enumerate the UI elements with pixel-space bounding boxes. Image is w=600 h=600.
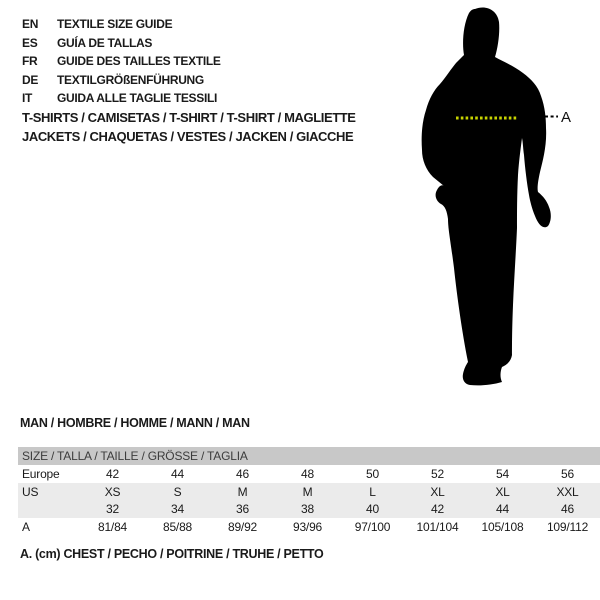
cell: 36 <box>210 500 275 518</box>
size-table-header-row <box>18 447 600 465</box>
cell: 85/88 <box>145 518 210 536</box>
language-list <box>22 15 221 108</box>
cell: 38 <box>275 500 340 518</box>
cell: 81/84 <box>80 518 145 536</box>
language-label: GUIDA ALLE TAGLIE TESSILI <box>57 91 218 106</box>
cell: XS <box>80 483 145 500</box>
cell: 44 <box>145 465 210 483</box>
cell: 52 <box>405 465 470 483</box>
cell: 46 <box>210 465 275 483</box>
cell: XL <box>470 483 535 500</box>
man-silhouette-figure <box>412 0 572 400</box>
cell: 32 <box>80 500 145 518</box>
cell: 54 <box>470 465 535 483</box>
row-label: Europe <box>18 465 80 483</box>
cell: 34 <box>145 500 210 518</box>
cell: 56 <box>535 465 600 483</box>
table-row-chest-a <box>18 518 600 536</box>
cell: 89/92 <box>210 518 275 536</box>
language-code: ES <box>22 35 38 50</box>
cell: S <box>145 483 210 500</box>
language-row-fr <box>22 52 221 71</box>
language-label: TEXTILGRÖßENFÜHRUNG <box>57 72 204 87</box>
cell: 42 <box>80 465 145 483</box>
table-row-us <box>18 483 600 500</box>
cell: 105/108 <box>470 518 535 536</box>
cell: 93/96 <box>275 518 340 536</box>
category-jackets: JACKETS / CHAQUETAS / VESTES / JACKEN / GIACCHE <box>22 129 354 144</box>
language-row-it <box>22 89 221 108</box>
section-title-man: MAN / HOMBRE / HOMME / MANN / MAN <box>20 416 250 430</box>
language-row-en <box>22 15 221 34</box>
cell: XXL <box>535 483 600 500</box>
category-tshirts: T-SHIRTS / CAMISETAS / T-SHIRT / T-SHIRT / MAGLIETTE <box>22 110 356 125</box>
cell: 42 <box>405 500 470 518</box>
language-code: IT <box>22 91 33 106</box>
cell: XL <box>405 483 470 500</box>
language-row-de <box>22 71 221 90</box>
chest-footnote: A. (cm) CHEST / PECHO / POITRINE / TRUHE / PETTO <box>20 547 324 561</box>
cell: L <box>340 483 405 500</box>
cell: 44 <box>470 500 535 518</box>
cell: 46 <box>535 500 600 518</box>
man-silhouette-shape <box>422 8 551 386</box>
cell: M <box>275 483 340 500</box>
man-silhouette-svg <box>412 0 572 400</box>
size-table-header: SIZE / TALLA / TAILLE / GRÖSSE / TAGLIA <box>18 447 600 465</box>
cell: M <box>210 483 275 500</box>
cell: 97/100 <box>340 518 405 536</box>
row-label: A <box>18 518 80 536</box>
cell: 40 <box>340 500 405 518</box>
row-label: US <box>18 483 80 500</box>
table-row-us-numeric <box>18 500 600 518</box>
category-list <box>22 108 356 146</box>
cell: 48 <box>275 465 340 483</box>
row-label <box>18 500 80 518</box>
table-row-europe <box>18 465 600 483</box>
language-code: EN <box>22 17 39 32</box>
cell: 101/104 <box>405 518 470 536</box>
language-row-es <box>22 34 221 53</box>
language-code: FR <box>22 54 38 69</box>
language-label: TEXTILE SIZE GUIDE <box>57 17 173 32</box>
language-code: DE <box>22 72 39 87</box>
language-label: GUÍA DE TALLAS <box>57 35 153 50</box>
size-table <box>18 447 600 536</box>
cell: 50 <box>340 465 405 483</box>
measure-a-label: A <box>561 109 572 126</box>
cell: 109/112 <box>535 518 600 536</box>
language-label: GUIDE DES TAILLES TEXTILE <box>57 54 221 69</box>
